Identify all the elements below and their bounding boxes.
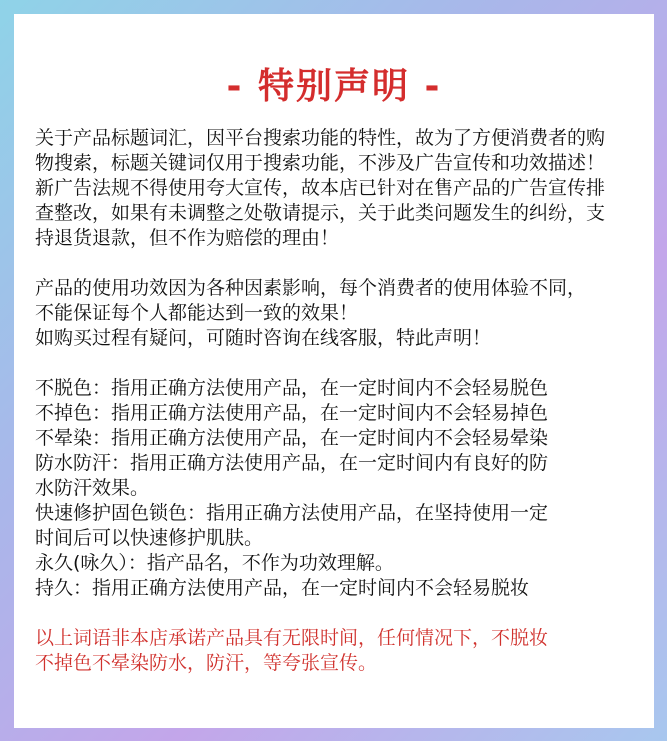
paragraph-spacer — [35, 251, 644, 276]
statement-panel — [14, 14, 654, 728]
paragraph-spacer — [35, 601, 644, 626]
definition-line: 水防汗效果。 — [35, 477, 150, 499]
effect-line: 产品的使用功效因为各种因素影响，每个消费者的使用体验不同， — [35, 277, 587, 299]
effect-line: 不能保证每个人都能达到一致的效果！ — [35, 302, 359, 324]
definition-line: 不掉色：指用正确方法使用产品，在一定时间内不会轻易掉色 — [35, 402, 549, 424]
definition-line: 防水防汗：指用正确方法使用产品，在一定时间内有良好的防 — [35, 452, 549, 474]
paragraph-spacer — [35, 351, 644, 376]
definition-line: 永久(咏久）：指产品名，不作为功效理解。 — [35, 552, 394, 574]
definition-line: 持久：指用正确方法使用产品，在一定时间内不会轻易脱妆 — [35, 577, 530, 599]
definition-line: 不脱色：指用正确方法使用产品，在一定时间内不会轻易脱色 — [35, 377, 549, 399]
disclaimer-line: 持退货退款，但不作为赔偿的理由！ — [35, 227, 340, 249]
definitions-paragraph — [35, 376, 644, 601]
disclaimer-line: 物搜索，标题关键词仅用于搜索功能，不涉及广告宣传和功效描述！ — [35, 152, 606, 174]
disclaimer-paragraph — [35, 126, 644, 251]
disclaimer-line: 关于产品标题词汇，因平台搜索功能的特性，故为了方便消费者的购 — [35, 127, 606, 149]
disclaimer-line: 新广告法规不得使用夸大宣传，故本店已针对在售产品的广告宣传排 — [35, 177, 606, 199]
page-title: - 特别声明 - — [226, 66, 442, 107]
notice-line: 以上词语非本店承诺产品具有无限时间，任何情况下，不脱妆 — [35, 627, 549, 649]
effect-line: 如购买过程有疑问，可随时咨询在线客服，特此声明！ — [35, 327, 492, 349]
definition-line: 快速修护固色锁色：指用正确方法使用产品，在坚持使用一定 — [35, 502, 549, 524]
definition-line: 时间后可以快速修护肌肤。 — [35, 527, 264, 549]
definition-line: 不晕染：指用正确方法使用产品，在一定时间内不会轻易晕染 — [35, 427, 549, 449]
statement-body — [35, 126, 644, 676]
notice-paragraph — [35, 626, 644, 676]
disclaimer-line: 查整改，如果有未调整之处敬请提示，关于此类问题发生的纠纷，支 — [35, 202, 606, 224]
effect-paragraph — [35, 276, 644, 351]
notice-line: 不掉色不晕染防水，防汗，等夸张宣传。 — [35, 652, 378, 674]
